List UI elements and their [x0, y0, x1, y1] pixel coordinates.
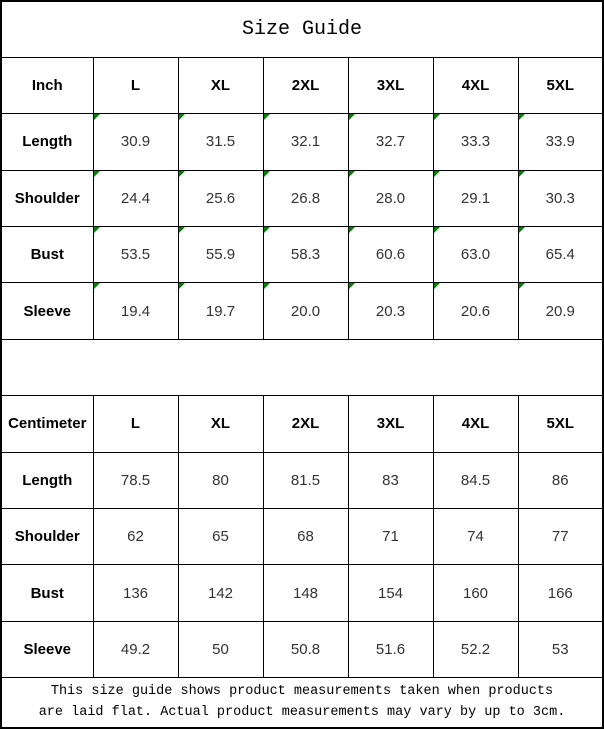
cell-flag-triangle-icon	[179, 283, 185, 289]
cell-flag-triangle-icon	[264, 114, 270, 120]
title-row	[1, 1, 603, 57]
cell-flag-triangle-icon	[349, 227, 355, 233]
measurement-value-cell: 19.7	[178, 283, 263, 339]
measurement-value-cell: 20.9	[518, 283, 603, 339]
measurement-value-cell: 31.5	[178, 114, 263, 170]
inch-size-table-row	[1, 114, 603, 170]
measurement-label-cell: Sleeve	[1, 283, 93, 339]
size-header-cell: L	[93, 396, 178, 452]
footer-row	[1, 678, 603, 728]
measurement-value-cell: 50.8	[263, 621, 348, 677]
cell-flag-triangle-icon	[434, 114, 440, 120]
centimeter-size-table-row	[1, 565, 603, 621]
measurement-value-cell: 78.5	[93, 452, 178, 508]
measurement-value-cell: 160	[433, 565, 518, 621]
measurement-value-cell: 32.1	[263, 114, 348, 170]
cell-flag-triangle-icon	[179, 227, 185, 233]
measurement-value-cell: 63.0	[433, 227, 518, 283]
cell-flag-triangle-icon	[519, 283, 525, 289]
centimeter-size-table-row	[1, 508, 603, 564]
measurement-value-cell: 53	[518, 621, 603, 677]
measurement-value-cell: 51.6	[348, 621, 433, 677]
measurement-value-cell: 52.2	[433, 621, 518, 677]
footer-note	[1, 678, 603, 728]
size-header-cell: 2XL	[263, 396, 348, 452]
inch-size-table-row	[1, 283, 603, 339]
measurement-value-cell: 154	[348, 565, 433, 621]
measurement-value-cell: 68	[263, 508, 348, 564]
size-header-cell: 3XL	[348, 57, 433, 113]
cell-flag-triangle-icon	[434, 283, 440, 289]
cell-flag-triangle-icon	[264, 227, 270, 233]
measurement-value-cell: 24.4	[93, 170, 178, 226]
footer-line-1: This size guide shows product measurements taken when products	[50, 684, 554, 700]
measurement-value-cell: 49.2	[93, 621, 178, 677]
measurement-label-cell: Length	[1, 114, 93, 170]
measurement-value-cell: 33.3	[433, 114, 518, 170]
measurement-label-cell: Shoulder	[1, 508, 93, 564]
measurement-value-cell: 71	[348, 508, 433, 564]
size-header-cell: 5XL	[518, 396, 603, 452]
cell-flag-triangle-icon	[349, 114, 355, 120]
measurement-label-cell: Length	[1, 452, 93, 508]
size-header-cell: L	[93, 57, 178, 113]
inch-size-table-header-row	[1, 57, 603, 113]
measurement-value-cell: 30.3	[518, 170, 603, 226]
inch-table-section	[1, 57, 603, 339]
measurement-value-cell: 28.0	[348, 170, 433, 226]
size-header-cell: 2XL	[263, 57, 348, 113]
size-header-cell: 3XL	[348, 396, 433, 452]
measurement-value-cell: 30.9	[93, 114, 178, 170]
measurement-value-cell: 20.3	[348, 283, 433, 339]
cell-flag-triangle-icon	[264, 171, 270, 177]
cell-flag-triangle-icon	[94, 114, 100, 120]
inch-size-table-row	[1, 170, 603, 226]
cell-flag-triangle-icon	[179, 171, 185, 177]
measurement-value-cell: 65	[178, 508, 263, 564]
unit-header-cell: Inch	[1, 57, 93, 113]
measurement-label-cell: Bust	[1, 565, 93, 621]
measurement-value-cell: 83	[348, 452, 433, 508]
size-header-cell: 4XL	[433, 57, 518, 113]
measurement-value-cell: 58.3	[263, 227, 348, 283]
measurement-value-cell: 136	[93, 565, 178, 621]
measurement-value-cell: 33.9	[518, 114, 603, 170]
measurement-value-cell: 60.6	[348, 227, 433, 283]
centimeter-size-table-row	[1, 621, 603, 677]
page-title: Size Guide	[1, 1, 603, 57]
spacer-row	[1, 339, 603, 395]
measurement-label-cell: Bust	[1, 227, 93, 283]
cell-flag-triangle-icon	[519, 171, 525, 177]
cell-flag-triangle-icon	[434, 171, 440, 177]
measurement-value-cell: 20.6	[433, 283, 518, 339]
cell-flag-triangle-icon	[434, 227, 440, 233]
cell-flag-triangle-icon	[519, 114, 525, 120]
measurement-value-cell: 62	[93, 508, 178, 564]
centimeter-table-section	[1, 396, 603, 678]
cell-flag-triangle-icon	[349, 171, 355, 177]
measurement-value-cell: 32.7	[348, 114, 433, 170]
measurement-value-cell: 77	[518, 508, 603, 564]
measurement-value-cell: 26.8	[263, 170, 348, 226]
measurement-label-cell: Sleeve	[1, 621, 93, 677]
measurement-value-cell: 81.5	[263, 452, 348, 508]
measurement-value-cell: 86	[518, 452, 603, 508]
measurement-value-cell: 166	[518, 565, 603, 621]
measurement-value-cell: 50	[178, 621, 263, 677]
size-header-cell: XL	[178, 396, 263, 452]
measurement-value-cell: 55.9	[178, 227, 263, 283]
measurement-value-cell: 29.1	[433, 170, 518, 226]
cell-flag-triangle-icon	[179, 114, 185, 120]
cell-flag-triangle-icon	[264, 283, 270, 289]
cell-flag-triangle-icon	[94, 171, 100, 177]
size-header-cell: 5XL	[518, 57, 603, 113]
size-header-cell: 4XL	[433, 396, 518, 452]
unit-header-cell: Centimeter	[1, 396, 93, 452]
cell-flag-triangle-icon	[349, 283, 355, 289]
footer-line-2: are laid flat. Actual product measurements may vary by up to 3cm.	[38, 704, 566, 720]
measurement-value-cell: 53.5	[93, 227, 178, 283]
measurement-value-cell: 84.5	[433, 452, 518, 508]
cell-flag-triangle-icon	[94, 227, 100, 233]
measurement-value-cell: 65.4	[518, 227, 603, 283]
measurement-value-cell: 142	[178, 565, 263, 621]
spacer-cell	[1, 339, 603, 395]
cell-flag-triangle-icon	[94, 283, 100, 289]
measurement-value-cell: 74	[433, 508, 518, 564]
cell-flag-triangle-icon	[519, 227, 525, 233]
size-header-cell: XL	[178, 57, 263, 113]
measurement-value-cell: 148	[263, 565, 348, 621]
measurement-value-cell: 25.6	[178, 170, 263, 226]
inch-size-table-row	[1, 227, 603, 283]
measurement-value-cell: 20.0	[263, 283, 348, 339]
measurement-value-cell: 19.4	[93, 283, 178, 339]
centimeter-size-table-row	[1, 452, 603, 508]
centimeter-size-table-header-row	[1, 396, 603, 452]
measurement-value-cell: 80	[178, 452, 263, 508]
measurement-label-cell: Shoulder	[1, 170, 93, 226]
